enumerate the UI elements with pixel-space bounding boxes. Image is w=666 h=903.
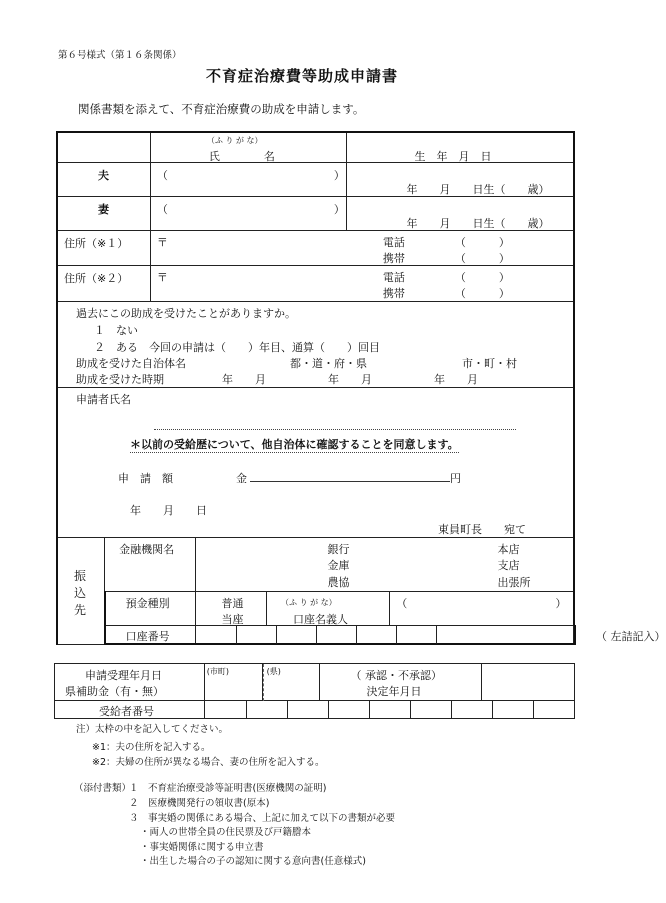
lead-text: 関係書類を添えて、不育症治療費の助成を申請します。 [78, 102, 365, 116]
history-option-no: １ ない [94, 323, 138, 337]
wife-label: 妻 [98, 203, 109, 216]
address2-row [57, 265, 575, 301]
attachment-3: ３ 事実婚の関係にある場合、上記に加えて以下の書類が必要 [129, 813, 396, 824]
husband-birth-field[interactable]: 年 月 日生（ 歳） [346, 162, 574, 196]
address2-field[interactable]: 〒 電話 （ ） 携帯 （ ） [150, 265, 573, 301]
wife-name-field[interactable]: （ ） [150, 197, 346, 231]
account-type-field[interactable]: 普通 当座 [195, 592, 267, 626]
form-number: 第６号様式（第１６条関係） [58, 50, 182, 61]
history-question: 過去にこの助成を受けたことがありますか。 [76, 306, 296, 320]
note-3: ※2：夫婦の住所が異なる場合、妻の住所を記入する。 [92, 757, 325, 768]
recipient-number-field[interactable] [204, 701, 574, 719]
application-date: 年 月 日 [130, 504, 207, 518]
page-title: 不育症治療費等助成申請書 [206, 67, 399, 85]
note-2: ※1：夫の住所を記入する。 [92, 742, 211, 753]
attachment-2: ２ 医療機関発行の領収書(原本) [129, 798, 270, 809]
address1-field[interactable]: 〒 電話 （ ） 携帯 （ ） [150, 231, 573, 265]
birth-header: 生 年 月 日 [414, 150, 492, 163]
address1-label: 住所（※１） [64, 237, 129, 251]
address1-row [57, 231, 575, 265]
applicant-field[interactable]: 申請者氏名 ＊以前の受給歴について、他自治体に確認することを同意します。 申 請 額 金 円 年 月 日 東員町長 宛て [57, 388, 574, 537]
furigana-label: （ふ り が な） [206, 136, 263, 145]
attachments-label: （添付書類） [74, 783, 132, 794]
attachment-3a: ・両人の世帯全員の住民票及び戸籍謄本 [140, 827, 312, 838]
applicant-name-label: 申請者氏名 [76, 393, 131, 407]
attachment-3c: ・出生した場合の子の認知に関する意向書(任意様式) [140, 856, 366, 867]
pref-receipt-field[interactable]: (県) [262, 664, 320, 701]
amount-input[interactable] [250, 468, 450, 482]
transfer-side-label: 振 込 先 [74, 568, 87, 617]
signature-line [154, 428, 516, 430]
account-type-row: 預金種別 普通 当座 （ふ り が な） 口座名義人 （ ） [57, 592, 575, 626]
bank-name-field[interactable]: 銀行 金庫 農協 本店 支店 出張所 [195, 537, 573, 591]
history-row [57, 301, 575, 388]
address2-label: 住所（※２） [64, 271, 129, 285]
consent-text: ＊以前の受給歴について、他自治体に確認することを同意します。 [130, 438, 459, 452]
history-option-yes: ２ ある 今回の申請は（ ）年目、通算（ ）回目 [94, 340, 380, 354]
attachment-3b: ・事実婚関係に関する申立書 [140, 842, 264, 853]
decision-date-field[interactable] [482, 664, 575, 701]
wife-birth-field[interactable]: 年 月 日生（ 歳） [346, 197, 574, 231]
husband-name-field[interactable]: （ ） [150, 162, 346, 196]
application-table [56, 131, 666, 645]
wife-row [57, 197, 575, 231]
account-number-field[interactable] [195, 626, 573, 644]
addressee: 東員町長 宛て [438, 523, 526, 537]
account-holder-field[interactable]: （ ） [390, 592, 574, 626]
office-use-table: 申請受理年月日 県補助金（有・無） (市町) (県) （ 承認・不承認） 決定年月日 受給者番号 [54, 663, 575, 719]
city-receipt-field[interactable]: (市町) [204, 664, 262, 701]
account-number-row: 口座番号 （ 左詰記入） [57, 626, 575, 644]
applicant-row [57, 388, 575, 537]
bank-row: 振 込 先 金融機関名 銀行 金庫 農協 本店 支店 出張所 [57, 537, 575, 591]
husband-label: 夫 [98, 168, 109, 182]
history-field[interactable]: 過去にこの助成を受けたことがありますか。 １ ない ２ ある 今回の申請は（ ）年目、通算（ ）回目 助成を受けた自治体名 都・道・府・県 市・町・村 助成を受けた時期 年 月 年 月 年 月 [57, 301, 574, 388]
note-1: 注）太枠の中を記入してください。 [76, 724, 229, 735]
header-row [57, 132, 575, 162]
name-header: 氏 名 [208, 150, 275, 163]
attachment-1: １ 不育症治療受診等証明書(医療機関の証明) [129, 783, 327, 794]
husband-row [57, 162, 575, 196]
